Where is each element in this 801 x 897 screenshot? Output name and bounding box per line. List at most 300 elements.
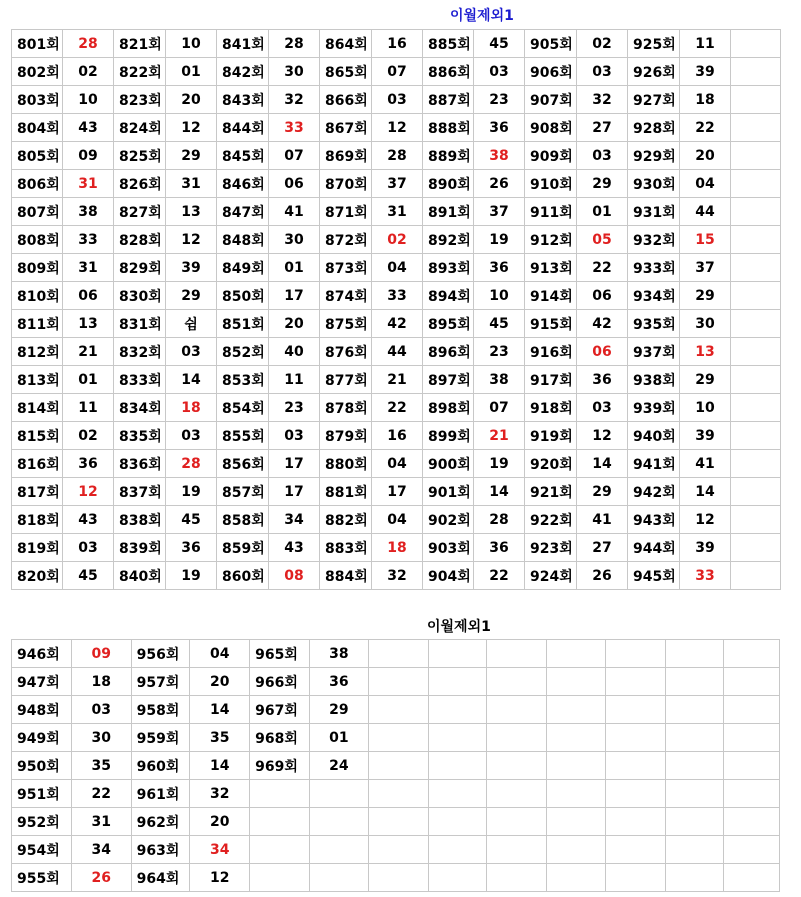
round-value <box>547 640 606 668</box>
round-value: 29 <box>577 478 628 506</box>
round-value <box>309 808 368 836</box>
round-value: 14 <box>680 478 731 506</box>
round-label: 882회 <box>320 506 372 534</box>
round-value <box>547 780 606 808</box>
round-label: 900회 <box>423 450 474 478</box>
round-label: 899회 <box>423 422 474 450</box>
round-label <box>368 640 428 668</box>
round-label: 810회 <box>12 282 63 310</box>
round-value: 41 <box>269 198 320 226</box>
round-label: 820회 <box>12 562 63 590</box>
round-label: 834회 <box>114 394 166 422</box>
round-label: 949회 <box>12 724 72 752</box>
round-label <box>724 640 780 668</box>
round-label <box>724 668 780 696</box>
round-value <box>428 864 487 892</box>
round-label: 918회 <box>525 394 577 422</box>
round-value: 11 <box>269 366 320 394</box>
round-value: 31 <box>372 198 423 226</box>
round-value: 21 <box>474 422 525 450</box>
round-value: 01 <box>577 198 628 226</box>
round-label <box>731 30 781 58</box>
round-value: 32 <box>372 562 423 590</box>
round-label <box>731 478 781 506</box>
table-row <box>12 394 781 422</box>
round-value: 37 <box>474 198 525 226</box>
round-value: 09 <box>63 142 114 170</box>
round-label <box>605 780 665 808</box>
round-label <box>487 864 547 892</box>
table-row <box>12 198 781 226</box>
round-value: 14 <box>474 478 525 506</box>
round-label: 846회 <box>217 170 269 198</box>
round-label: 817회 <box>12 478 63 506</box>
round-label: 807회 <box>12 198 63 226</box>
round-value: 43 <box>63 114 114 142</box>
round-value: 12 <box>63 478 114 506</box>
round-value: 32 <box>269 86 320 114</box>
round-value: 24 <box>309 752 368 780</box>
round-label: 961회 <box>131 780 190 808</box>
round-label: 815회 <box>12 422 63 450</box>
round-label: 825회 <box>114 142 166 170</box>
round-label: 855회 <box>217 422 269 450</box>
round-label: 926회 <box>628 58 680 86</box>
round-label: 831회 <box>114 310 166 338</box>
round-label <box>731 562 781 590</box>
round-value <box>665 640 724 668</box>
round-value: 22 <box>577 254 628 282</box>
round-label <box>724 780 780 808</box>
table-row <box>12 282 781 310</box>
round-label: 860회 <box>217 562 269 590</box>
round-label: 842회 <box>217 58 269 86</box>
round-label: 841회 <box>217 30 269 58</box>
table-row <box>12 478 781 506</box>
round-value: 04 <box>372 450 423 478</box>
round-label: 879회 <box>320 422 372 450</box>
round-label: 873회 <box>320 254 372 282</box>
round-label: 917회 <box>525 366 577 394</box>
round-label: 826회 <box>114 170 166 198</box>
round-label: 903회 <box>423 534 474 562</box>
round-value: 13 <box>63 310 114 338</box>
round-value <box>665 836 724 864</box>
round-label: 937회 <box>628 338 680 366</box>
round-label <box>368 780 428 808</box>
round-label: 871회 <box>320 198 372 226</box>
round-label <box>724 864 780 892</box>
round-label <box>724 808 780 836</box>
round-value <box>309 836 368 864</box>
round-value: 03 <box>577 394 628 422</box>
round-label <box>487 668 547 696</box>
round-label <box>368 696 428 724</box>
table-row <box>12 752 780 780</box>
round-label: 804회 <box>12 114 63 142</box>
round-value: 12 <box>680 506 731 534</box>
round-value: 31 <box>71 808 131 836</box>
round-value: 02 <box>577 30 628 58</box>
round-label <box>731 254 781 282</box>
round-label <box>731 394 781 422</box>
round-value: 23 <box>474 338 525 366</box>
round-value: 30 <box>680 310 731 338</box>
round-value: 39 <box>680 534 731 562</box>
round-label: 938회 <box>628 366 680 394</box>
round-value: 13 <box>166 198 217 226</box>
table-row <box>12 142 781 170</box>
table-row <box>12 696 780 724</box>
round-value: 20 <box>190 808 250 836</box>
round-value: 36 <box>577 366 628 394</box>
round-label <box>731 58 781 86</box>
round-value: 14 <box>190 696 250 724</box>
round-value: 03 <box>63 534 114 562</box>
round-value: 31 <box>166 170 217 198</box>
round-label: 911회 <box>525 198 577 226</box>
round-label <box>724 752 780 780</box>
round-label <box>731 422 781 450</box>
round-value: 37 <box>372 170 423 198</box>
round-label: 844회 <box>217 114 269 142</box>
round-value: 01 <box>309 724 368 752</box>
round-value: 07 <box>372 58 423 86</box>
round-label: 872회 <box>320 226 372 254</box>
round-label: 962회 <box>131 808 190 836</box>
table-row <box>12 640 780 668</box>
round-label: 819회 <box>12 534 63 562</box>
round-label <box>731 338 781 366</box>
round-value: 06 <box>63 282 114 310</box>
round-value: 35 <box>190 724 250 752</box>
round-label: 954회 <box>12 836 72 864</box>
round-label: 958회 <box>131 696 190 724</box>
round-label: 923회 <box>525 534 577 562</box>
round-label: 966회 <box>250 668 310 696</box>
round-value: 03 <box>71 696 131 724</box>
round-label: 907회 <box>525 86 577 114</box>
round-label <box>605 640 665 668</box>
table-row <box>12 562 781 590</box>
round-label: 814회 <box>12 394 63 422</box>
round-value: 43 <box>63 506 114 534</box>
round-label: 931회 <box>628 198 680 226</box>
round-value <box>547 808 606 836</box>
round-label: 839회 <box>114 534 166 562</box>
round-value <box>665 668 724 696</box>
round-value: 38 <box>474 142 525 170</box>
round-value: 12 <box>166 114 217 142</box>
round-label: 952회 <box>12 808 72 836</box>
round-table-bottom <box>11 639 780 892</box>
round-label: 927회 <box>628 86 680 114</box>
round-label: 801회 <box>12 30 63 58</box>
round-value: 09 <box>71 640 131 668</box>
round-value: 11 <box>63 394 114 422</box>
round-label <box>250 836 310 864</box>
round-value: 10 <box>63 86 114 114</box>
round-value: 08 <box>269 562 320 590</box>
round-value <box>547 752 606 780</box>
round-label: 895회 <box>423 310 474 338</box>
round-value: 29 <box>166 282 217 310</box>
round-label <box>487 836 547 864</box>
round-label <box>605 836 665 864</box>
round-label: 930회 <box>628 170 680 198</box>
round-label: 896회 <box>423 338 474 366</box>
round-label <box>731 142 781 170</box>
round-label: 886회 <box>423 58 474 86</box>
round-label <box>731 226 781 254</box>
round-value <box>665 864 724 892</box>
table-row <box>12 668 780 696</box>
round-value: 35 <box>71 752 131 780</box>
round-label <box>724 696 780 724</box>
table-row <box>12 506 781 534</box>
round-label: 850회 <box>217 282 269 310</box>
round-value: 10 <box>474 282 525 310</box>
round-label: 910회 <box>525 170 577 198</box>
round-label: 959회 <box>131 724 190 752</box>
round-label: 935회 <box>628 310 680 338</box>
round-label: 939회 <box>628 394 680 422</box>
round-label <box>731 282 781 310</box>
round-value: 23 <box>269 394 320 422</box>
round-value <box>547 724 606 752</box>
round-label: 921회 <box>525 478 577 506</box>
round-value <box>428 752 487 780</box>
round-label: 905회 <box>525 30 577 58</box>
round-label: 892회 <box>423 226 474 254</box>
round-label: 893회 <box>423 254 474 282</box>
round-value: 01 <box>269 254 320 282</box>
round-label <box>250 780 310 808</box>
round-value <box>665 724 724 752</box>
round-label: 854회 <box>217 394 269 422</box>
round-label <box>250 864 310 892</box>
round-value: 42 <box>372 310 423 338</box>
round-label: 829회 <box>114 254 166 282</box>
round-value: 01 <box>63 366 114 394</box>
round-value: 15 <box>680 226 731 254</box>
round-label: 943회 <box>628 506 680 534</box>
table-row <box>12 226 781 254</box>
round-label: 914회 <box>525 282 577 310</box>
round-label <box>605 752 665 780</box>
round-label: 904회 <box>423 562 474 590</box>
round-label: 951회 <box>12 780 72 808</box>
round-label <box>487 808 547 836</box>
round-value: 34 <box>71 836 131 864</box>
round-value: 17 <box>269 478 320 506</box>
round-value: 21 <box>63 338 114 366</box>
round-value: 28 <box>474 506 525 534</box>
round-value: 18 <box>166 394 217 422</box>
round-label <box>368 668 428 696</box>
round-value: 29 <box>680 366 731 394</box>
round-value: 32 <box>190 780 250 808</box>
round-label: 813회 <box>12 366 63 394</box>
round-value: 36 <box>63 450 114 478</box>
round-value: 03 <box>577 58 628 86</box>
round-label: 929회 <box>628 142 680 170</box>
round-value: 39 <box>166 254 217 282</box>
round-value: 30 <box>71 724 131 752</box>
round-value: 28 <box>63 30 114 58</box>
round-label: 827회 <box>114 198 166 226</box>
round-value <box>665 696 724 724</box>
round-label: 869회 <box>320 142 372 170</box>
round-label: 897회 <box>423 366 474 394</box>
round-value: 06 <box>577 338 628 366</box>
round-label: 821회 <box>114 30 166 58</box>
round-value: 03 <box>474 58 525 86</box>
round-value: 19 <box>166 478 217 506</box>
round-label <box>368 752 428 780</box>
round-label <box>724 836 780 864</box>
round-value: 44 <box>680 198 731 226</box>
round-value: 26 <box>577 562 628 590</box>
round-value: 39 <box>680 58 731 86</box>
round-value: 06 <box>577 282 628 310</box>
round-value <box>428 836 487 864</box>
round-value: 07 <box>474 394 525 422</box>
round-label: 919회 <box>525 422 577 450</box>
round-label: 840회 <box>114 562 166 590</box>
round-label <box>368 808 428 836</box>
round-value: 12 <box>190 864 250 892</box>
round-value: 14 <box>190 752 250 780</box>
round-label <box>731 310 781 338</box>
round-label: 891회 <box>423 198 474 226</box>
round-label: 812회 <box>12 338 63 366</box>
round-value: 30 <box>269 58 320 86</box>
round-label <box>731 170 781 198</box>
round-value: 13 <box>680 338 731 366</box>
round-value: 22 <box>71 780 131 808</box>
round-label: 963회 <box>131 836 190 864</box>
round-label: 964회 <box>131 864 190 892</box>
round-label: 835회 <box>114 422 166 450</box>
round-value: 20 <box>680 142 731 170</box>
round-label: 915회 <box>525 310 577 338</box>
round-value: 04 <box>372 506 423 534</box>
round-label: 843회 <box>217 86 269 114</box>
round-value <box>665 752 724 780</box>
table-row <box>12 808 780 836</box>
round-label: 874회 <box>320 282 372 310</box>
round-value: 30 <box>269 226 320 254</box>
round-value: 37 <box>680 254 731 282</box>
round-value: 쉼 <box>166 310 217 338</box>
round-label: 857회 <box>217 478 269 506</box>
round-label: 832회 <box>114 338 166 366</box>
round-label: 889회 <box>423 142 474 170</box>
round-label: 957회 <box>131 668 190 696</box>
round-value: 14 <box>166 366 217 394</box>
round-value: 20 <box>190 668 250 696</box>
round-label: 830회 <box>114 282 166 310</box>
round-value: 19 <box>166 562 217 590</box>
round-value <box>428 808 487 836</box>
round-value: 45 <box>63 562 114 590</box>
round-label: 867회 <box>320 114 372 142</box>
round-label: 849회 <box>217 254 269 282</box>
round-label: 856회 <box>217 450 269 478</box>
round-value: 41 <box>577 506 628 534</box>
round-value: 39 <box>680 422 731 450</box>
round-value: 29 <box>680 282 731 310</box>
round-label: 824회 <box>114 114 166 142</box>
round-value: 05 <box>577 226 628 254</box>
round-label: 898회 <box>423 394 474 422</box>
round-value: 33 <box>680 562 731 590</box>
round-label: 881회 <box>320 478 372 506</box>
round-value: 28 <box>372 142 423 170</box>
round-value: 12 <box>372 114 423 142</box>
round-value: 18 <box>680 86 731 114</box>
round-value <box>309 864 368 892</box>
round-label: 884회 <box>320 562 372 590</box>
table-row <box>12 534 781 562</box>
round-label <box>368 724 428 752</box>
table-row <box>12 254 781 282</box>
round-label: 876회 <box>320 338 372 366</box>
round-value: 19 <box>474 226 525 254</box>
round-value: 14 <box>577 450 628 478</box>
round-value: 16 <box>372 422 423 450</box>
round-value: 12 <box>577 422 628 450</box>
round-label: 870회 <box>320 170 372 198</box>
round-label: 859회 <box>217 534 269 562</box>
round-label: 875회 <box>320 310 372 338</box>
round-label: 925회 <box>628 30 680 58</box>
round-label <box>731 506 781 534</box>
round-value: 23 <box>474 86 525 114</box>
round-value: 22 <box>680 114 731 142</box>
round-value: 26 <box>71 864 131 892</box>
round-value <box>547 696 606 724</box>
round-value: 01 <box>166 58 217 86</box>
round-label: 828회 <box>114 226 166 254</box>
round-label: 945회 <box>628 562 680 590</box>
round-label: 853회 <box>217 366 269 394</box>
round-value: 38 <box>63 198 114 226</box>
round-label: 901회 <box>423 478 474 506</box>
round-label: 922회 <box>525 506 577 534</box>
round-value: 40 <box>269 338 320 366</box>
round-value: 36 <box>166 534 217 562</box>
round-label: 942회 <box>628 478 680 506</box>
round-value: 17 <box>269 450 320 478</box>
round-value: 19 <box>474 450 525 478</box>
round-value: 20 <box>166 86 217 114</box>
round-label: 885회 <box>423 30 474 58</box>
round-label <box>368 836 428 864</box>
round-value: 32 <box>577 86 628 114</box>
round-value: 33 <box>63 226 114 254</box>
round-value <box>428 780 487 808</box>
round-label: 960회 <box>131 752 190 780</box>
round-value: 34 <box>269 506 320 534</box>
round-label: 808회 <box>12 226 63 254</box>
round-value: 36 <box>474 254 525 282</box>
table-row <box>12 836 780 864</box>
round-label: 822회 <box>114 58 166 86</box>
round-label: 941회 <box>628 450 680 478</box>
round-label: 805회 <box>12 142 63 170</box>
